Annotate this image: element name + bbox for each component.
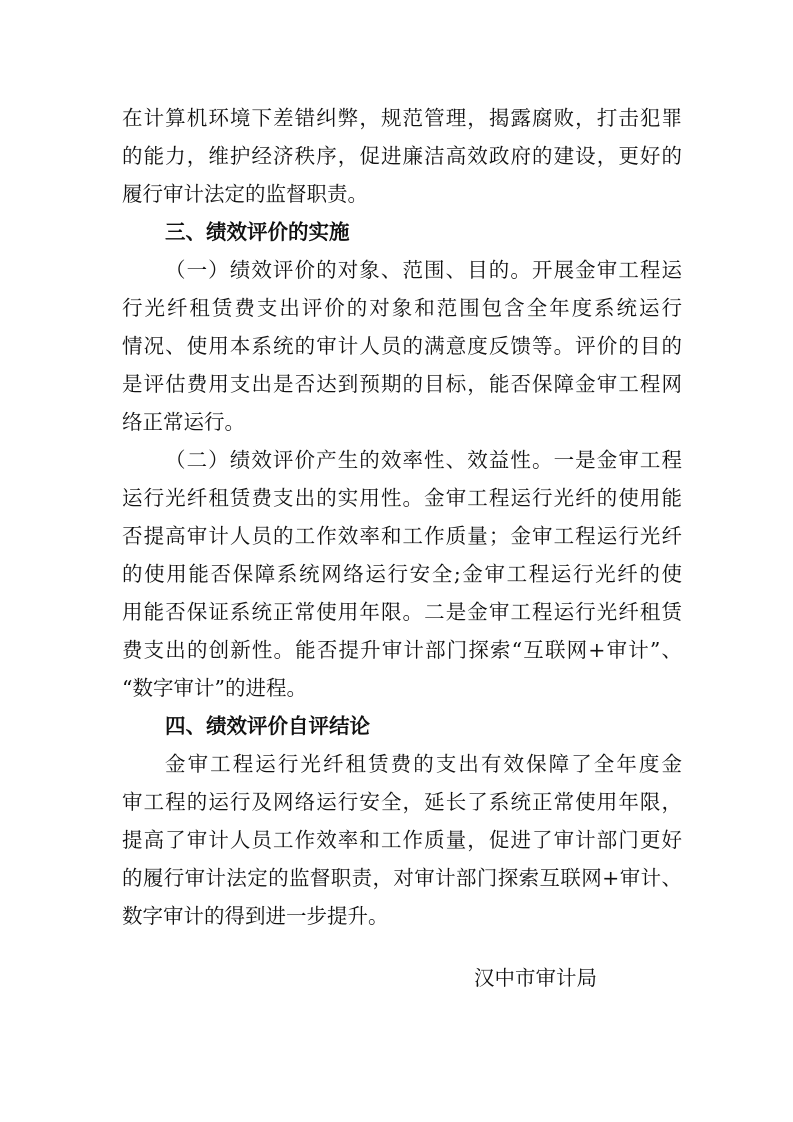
section-3-sub1-line-2: 行光纤租赁费支出评价的对象和范围包含全年度系统运行 — [122, 296, 682, 320]
section-3-sub2-line-4: 的使用能否保障系统网络运行安全;金审工程运行光纤的使 — [122, 562, 682, 586]
section-3-sub2-line-2: 运行光纤租赁费支出的实用性。金审工程运行光纤的使用能 — [122, 486, 682, 510]
section-3-sub2-line-5: 用能否保证系统正常使用年限。二是金审工程运行光纤租赁 — [122, 600, 682, 624]
section-3-heading: 三、绩效评价的实施 — [165, 220, 350, 244]
section-3-sub2-line-7: “数字审计”的进程。 — [122, 676, 307, 700]
section-4-line-1: 金审工程运行光纤租赁费的支出有效保障了全年度金 — [165, 752, 682, 776]
intro-line-3: 履行审计法定的监督职责。 — [122, 182, 368, 206]
section-3-sub2-line-6: 费支出的创新性。能否提升审计部门探索“互联网+审计”、 — [122, 638, 682, 662]
section-3-sub1-line-5: 络正常运行。 — [122, 410, 245, 434]
section-3-sub2-line-3: 否提高审计人员的工作效率和工作质量；金审工程运行光纤 — [122, 524, 682, 548]
section-3-sub1-line-3: 情况、使用本系统的审计人员的满意度反馈等。评价的目的 — [122, 334, 682, 358]
signature-issuer: 汉中市审计局 — [474, 966, 597, 990]
section-4-line-4: 的履行审计法定的监督职责，对审计部门探索互联网+审计、 — [122, 866, 682, 890]
section-4-heading: 四、绩效评价自评结论 — [165, 714, 370, 738]
intro-line-1: 在计算机环境下差错纠弊，规范管理，揭露腐败，打击犯罪 — [122, 106, 682, 130]
section-4-line-3: 提高了审计人员工作效率和工作质量，促进了审计部门更好 — [122, 828, 682, 852]
section-3-sub1-line-4: 是评估费用支出是否达到预期的目标，能否保障金审工程网 — [122, 372, 682, 396]
intro-line-2: 的能力，维护经济秩序，促进廉洁高效政府的建设，更好的 — [122, 144, 682, 168]
section-3-sub1-line-1: （一）绩效评价的对象、范围、目的。开展金审工程运 — [165, 258, 682, 282]
section-4-line-5: 数字审计的得到进一步提升。 — [122, 904, 389, 928]
section-4-line-2: 审工程的运行及网络运行安全，延长了系统正常使用年限， — [122, 790, 682, 814]
section-3-sub2-line-1: （二）绩效评价产生的效率性、效益性。一是金审工程 — [165, 448, 682, 472]
